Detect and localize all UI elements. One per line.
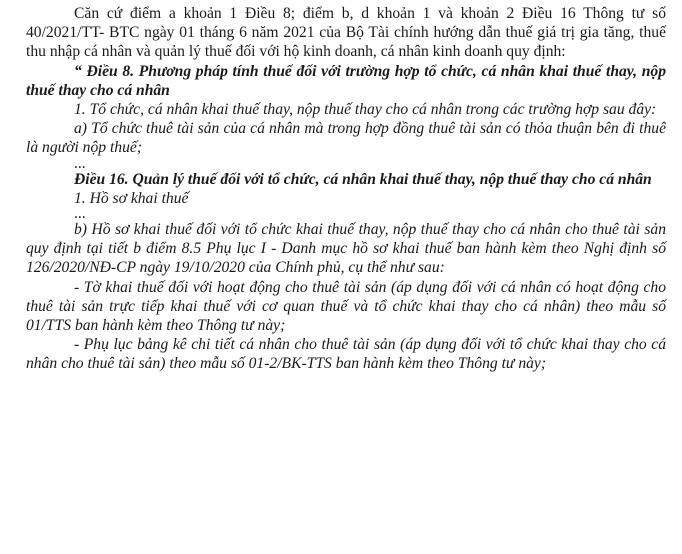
ellipsis-2: ... — [74, 205, 86, 223]
bullet-tax-declaration: - Tờ khai thuế đối với hoạt động cho thuê tài sản (áp dụng đối với cá nhân có hoạt động cho thuê tài sản trực tiếp khai thuế với cơ quan thuế và tổ chức khai thay cho cá nhân) theo mẫu số 01/TTS ban hành kèm theo Thông tư này; — [26, 278, 666, 335]
article-16-heading: Điều 16. Quản lý thuế đối với tổ chức, cá nhân khai thuế thay, nộp thuế thay cho cá nhân — [74, 170, 652, 188]
article-16-clause-1: 1. Hồ sơ khai thuế — [74, 189, 189, 207]
article-8-heading: “ Điều 8. Phương pháp tính thuế đối với trường hợp tổ chức, cá nhân khai thuế thay, nộp thuế thay cho cá nhân — [26, 62, 666, 99]
article-8-clause-1: 1. Tổ chức, cá nhân khai thuế thay, nộp thuế thay cho cá nhân trong các trường hợp sau đây: — [74, 101, 657, 119]
bullet-appendix-list: - Phụ lục bảng kê chi tiết cá nhân cho thuê tài sản (áp dụng đối với tổ chức khai thay cho cá nhân cho thuê tài sản) theo mẫu số 01-2/BK-TTS ban hành kèm theo Thông tư này; — [26, 336, 666, 373]
article-8-point-a: a) Tổ chức thuê tài sản của cá nhân mà trong hợp đồng thuê tài sản có thỏa thuận bên đi thuê là người nộp thuế; — [26, 120, 666, 157]
intro-paragraph: Căn cứ điểm a khoản 1 Điều 8; điểm b, d khoản 1 và khoản 2 Điều 16 Thông tư số 40/2021/TT- BTC ngày 01 tháng 6 năm 2021 của Bộ Tài chính hướng dẫn thuế giá trị gia tăng, thuế thu nhập cá nhân và quản lý thuế đối với hộ kinh doanh, cá nhân kinh doanh quy định: — [26, 5, 666, 61]
article-16-point-b: b) Hồ sơ khai thuế đối với tổ chức khai thuế thay, nộp thuế thay cho cá nhân cho thuê tài sản quy định tại tiết b điểm 8.5 Phụ lục I - Danh mục hồ sơ khai thuế ban hành kèm theo Nghị định số 126/2020/NĐ-CP ngày 19/10/2020 của Chính phủ, cụ thể như sau: — [26, 221, 666, 277]
ellipsis-1: ... — [74, 154, 86, 172]
